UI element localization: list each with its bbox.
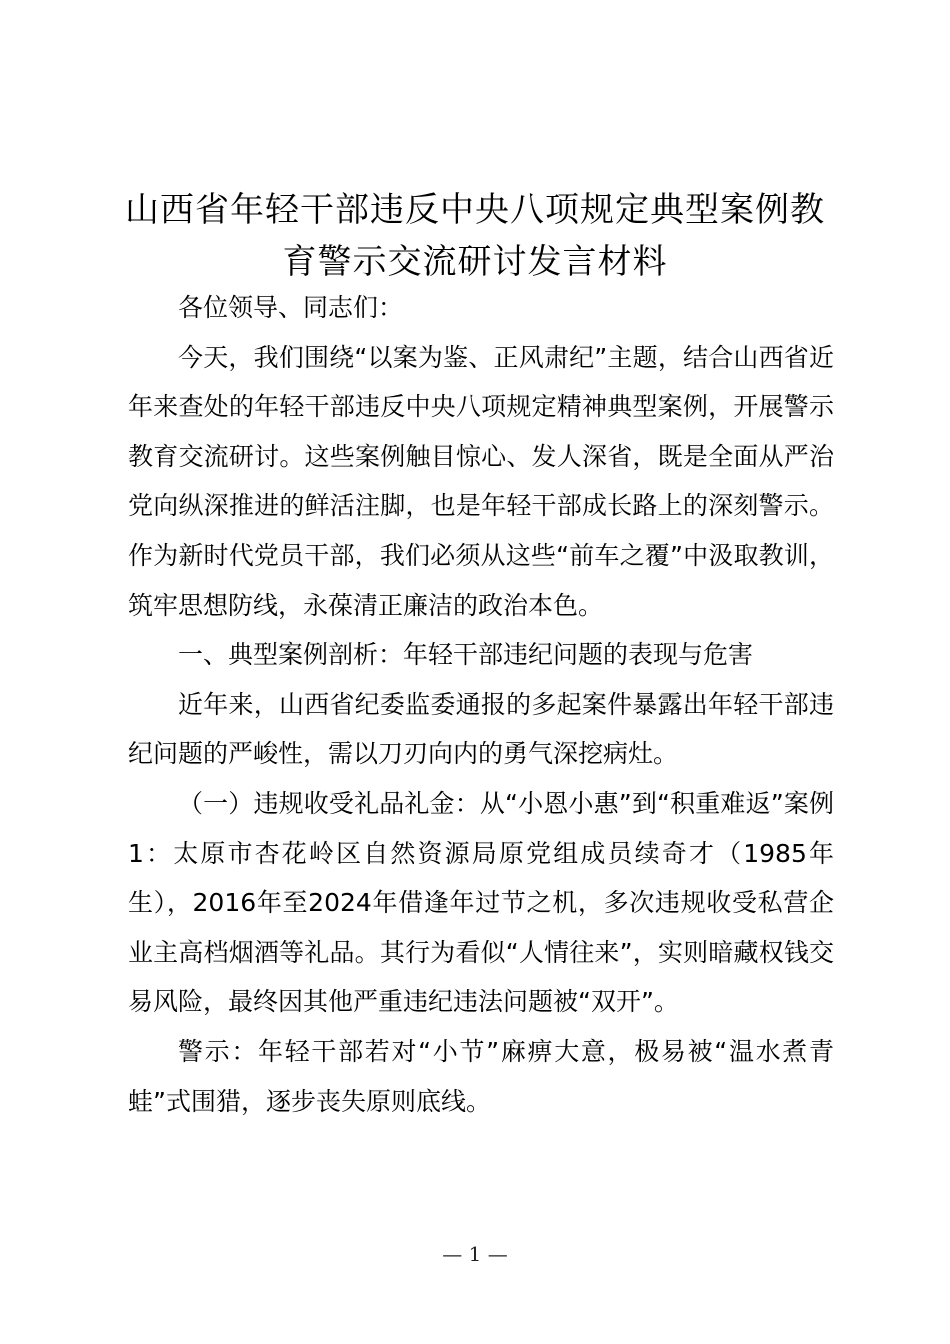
section-heading: 一、典型案例剖析：年轻干部违纪问题的表现与危害	[178, 640, 754, 670]
page-number: — 1 —	[442, 1242, 508, 1266]
title-line-1: 山西省年轻干部违反中央八项规定典型案例教	[125, 190, 825, 230]
case-paragraph: （一）违规收受礼品礼金：从“小恩小惠”到“积重难返”案例1：太原市杏花岭区自然资源局原党组成员续奇才（1985年生），2016年至2024年借逢年过节之机，多次违规收受私营企业主高档烟酒等礼品。其行为看似“人情往来”，实则暗藏权钱交易风险，最终因其他严重违纪违法问题被“双开”。	[128, 788, 834, 1017]
document-body	[128, 283, 834, 1126]
section-intro-paragraph: 近年来，山西省纪委监委通报的多起案件暴露出年轻干部违纪问题的严峻性，需以刀刃向内的勇气深挖病灶。	[128, 689, 834, 769]
title-line-2: 育警示交流研讨发言材料	[282, 242, 668, 282]
intro-paragraph: 今天，我们围绕“以案为鉴、正风肃纪”主题，结合山西省近年来查处的年轻干部违反中央八项规定精神典型案例，开展警示教育交流研讨。这些案例触目惊心、发人深省，既是全面从严治党向纵深推进的鲜活注脚，也是年轻干部成长路上的深刻警示。作为新时代党员干部，我们必须从这些“前车之覆”中汲取教训，筑牢思想防线，永葆清正廉洁的政治本色。	[128, 342, 834, 620]
document-title	[118, 184, 832, 288]
warning-paragraph: 警示：年轻干部若对“小节”麻痹大意，极易被“温水煮青蛙”式围猎，逐步丧失原则底线。	[128, 1036, 834, 1116]
salutation: 各位领导、同志们：	[178, 293, 404, 322]
